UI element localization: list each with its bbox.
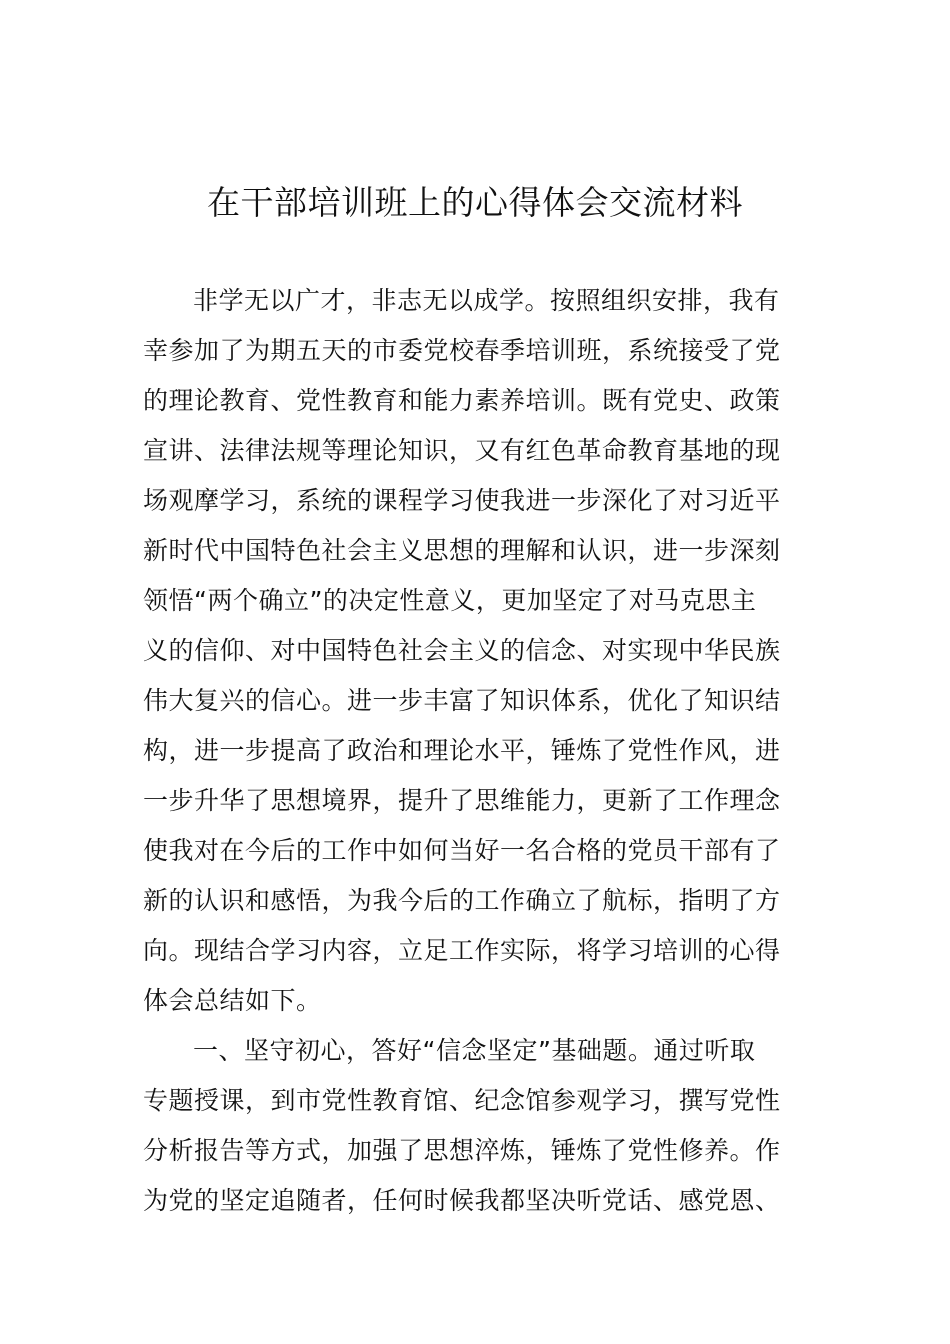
paragraph-2-line-3: 分析报告等方式，加强了思想淬炼，锤炼了党性修养。作	[143, 1136, 781, 1165]
paragraph-1-line-9: 伟大复兴的信心。进一步丰富了知识体系，优化了知识结	[143, 686, 781, 715]
paragraph-1-line-13: 新的认识和感悟，为我今后的工作确立了航标，指明了方	[143, 886, 781, 915]
paragraph-1-line-3: 的理论教育、党性教育和能力素养培训。既有党史、政策	[143, 386, 781, 415]
paragraph-2-line-2: 专题授课，到市党性教育馆、纪念馆参观学习，撰写党性	[143, 1086, 781, 1115]
paragraph-1-line-14: 向。现结合学习内容，立足工作实际，将学习培训的心得	[143, 936, 781, 965]
paragraph-1-line-2: 幸参加了为期五天的市委党校春季培训班，系统接受了党	[143, 336, 781, 365]
paragraph-1-line-11: 一步升华了思想境界，提升了思维能力，更新了工作理念	[143, 786, 781, 815]
document-title: 在干部培训班上的心得体会交流材料	[207, 183, 743, 222]
paragraph-2-line-4: 为党的坚定追随者，任何时候我都坚决听党话、感党恩、	[143, 1186, 781, 1215]
paragraph-1-line-15: 体会总结如下。	[143, 986, 322, 1015]
paragraph-1-line-1: 非学无以广才，非志无以成学。按照组织安排，我有	[193, 286, 780, 315]
paragraph-1-line-7: 领悟“两个确立”的决定性意义，更加坚定了对马克思主	[143, 586, 757, 615]
paragraph-1-line-4: 宣讲、法律法规等理论知识，又有红色革命教育基地的现	[143, 436, 781, 465]
paragraph-1-line-10: 构，进一步提高了政治和理论水平，锤炼了党性作风，进	[143, 736, 781, 765]
paragraph-1-line-8: 义的信仰、对中国特色社会主义的信念、对实现中华民族	[143, 636, 781, 665]
paragraph-2-line-1: 一、坚守初心，答好“信念坚定”基础题。通过听取	[193, 1036, 756, 1065]
paragraph-1-line-6: 新时代中国特色社会主义思想的理解和认识，进一步深刻	[143, 536, 781, 565]
document-body	[143, 276, 808, 1226]
paragraph-1-line-12: 使我对在今后的工作中如何当好一名合格的党员干部有了	[143, 836, 781, 865]
paragraph-1-line-5: 场观摩学习，系统的课程学习使我进一步深化了对习近平	[143, 486, 781, 515]
